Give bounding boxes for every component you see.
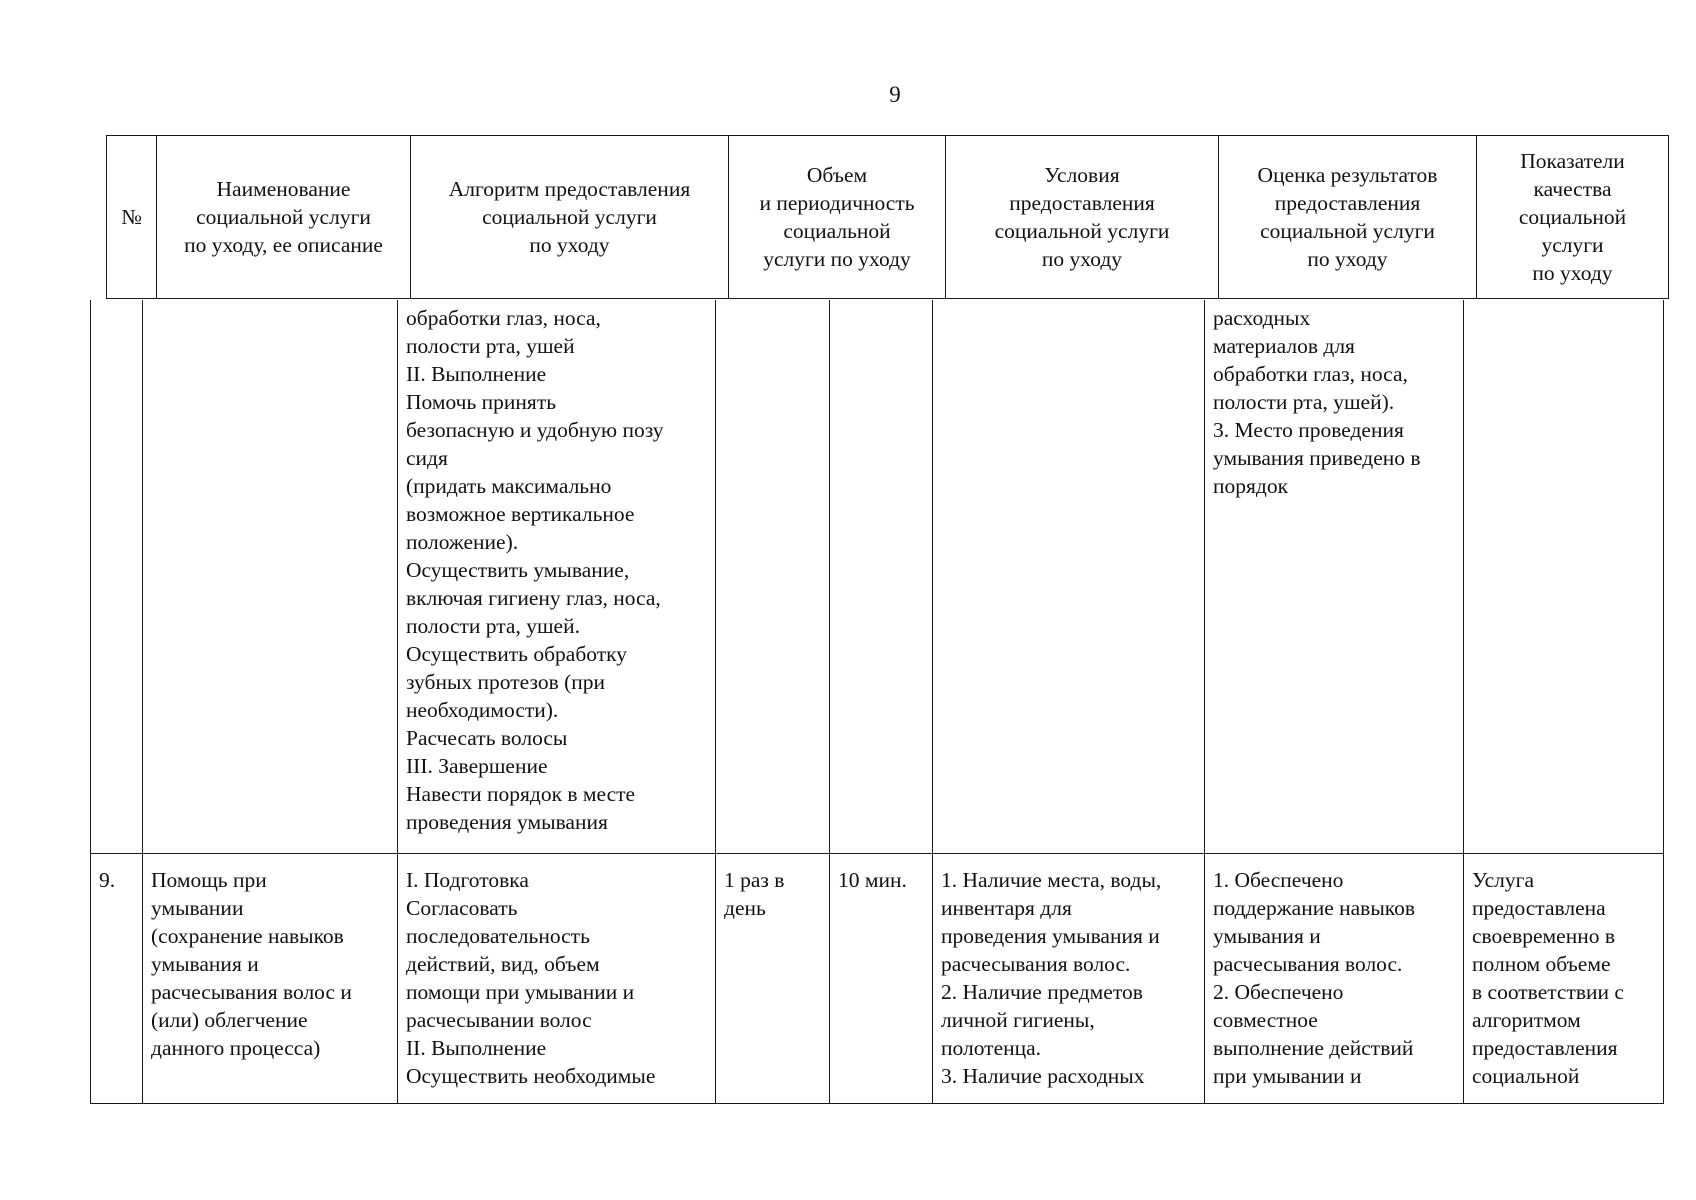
- page-number: 9: [889, 82, 901, 107]
- row-name: [143, 300, 398, 854]
- header-conditions: [946, 136, 1219, 299]
- header-algorithm-text: Алгоритм предоставления социальной услуги по уходу: [448, 177, 691, 257]
- row-periodicity: [716, 300, 830, 854]
- row-evaluation: 1. Обеспечено поддержание навыков умывания и расчесывания волос. 2. Обеспечено совместное выполнение действий при умывании и: [1205, 854, 1464, 1104]
- table-row: [91, 854, 1664, 1104]
- row-algorithm: обработки глаз, носа, полости рта, ушей II. Выполнение Помочь принять безопасную и удобную позу сидя (придать максимально возможное вертикальное положение). Осуществить умывание, включая гигиену глаз, носа, полости рта, ушей. Осуществить обработку зубных протезов (при необходимости). Расчесать волосы III. Завершение Навести порядок в месте проведения умывания: [398, 300, 716, 854]
- header-algorithm: [411, 136, 729, 299]
- header-num: [107, 136, 157, 299]
- header-conditions-text: Условия предоставления социальной услуги по уходу: [994, 163, 1170, 271]
- row-quality: Услуга предоставлена своевременно в полном объеме в соответствии с алгоритмом предоставления социальной: [1464, 854, 1664, 1104]
- row-num: [91, 300, 143, 854]
- header-name: [157, 136, 411, 299]
- header-row: [107, 136, 1669, 299]
- row-duration: 10 мин.: [830, 854, 933, 1104]
- table-row: [91, 300, 1664, 854]
- header-volume: [729, 136, 946, 299]
- row-name: Помощь при умывании (сохранение навыков умывания и расчесывания волос и (или) облегчение данного процесса): [143, 854, 398, 1104]
- header-volume-text: Объем и периодичность социальной услуги по уходу: [759, 163, 915, 271]
- header-quality-text: Показатели качества социальной услуги по уходу: [1518, 149, 1627, 285]
- row-algorithm: I. Подготовка Согласовать последовательность действий, вид, объем помощи при умывании и расчесывании волос II. Выполнение Осуществить необходимые: [398, 854, 716, 1104]
- header-evaluation-text: Оценка результатов предоставления социальной услуги по уходу: [1257, 163, 1438, 271]
- header-name-text: Наименование социальной услуги по уходу, ее описание: [184, 177, 383, 257]
- row-periodicity: 1 раз в день: [716, 854, 830, 1104]
- row-conditions: [933, 300, 1205, 854]
- row-conditions: 1. Наличие места, воды, инвентаря для проведения умывания и расчесывания волос. 2. Наличие предметов личной гигиены, полотенца. 3. Наличие расходных: [933, 854, 1205, 1104]
- header-evaluation: [1219, 136, 1477, 299]
- row-duration: [830, 300, 933, 854]
- row-quality: [1464, 300, 1664, 854]
- row-num: 9.: [91, 854, 143, 1104]
- row-evaluation: расходных материалов для обработки глаз, носа, полости рта, ушей). 3. Место проведения умывания приведено в порядок: [1205, 300, 1464, 854]
- header-quality: [1477, 136, 1669, 299]
- table-body: [90, 300, 1664, 1104]
- header-num-text: №: [121, 205, 142, 229]
- table-header: [106, 135, 1669, 299]
